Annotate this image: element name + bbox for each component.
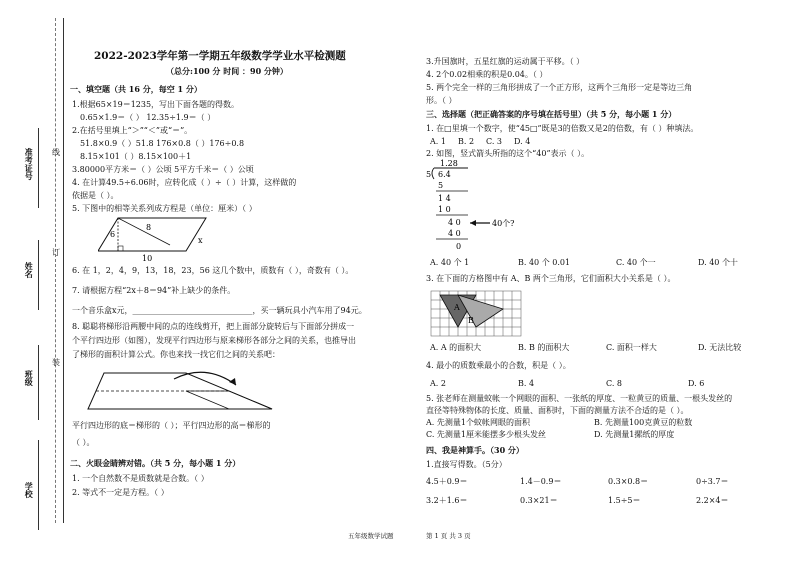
class-label: 班级 [24, 370, 35, 386]
s3q2-opt-d[interactable]: D. 40 个十 [698, 258, 738, 267]
q8-text-a: 8. 聪聪将梯形沿两腰中间的点的连线剪开，把上面部分旋转后与下面部分拼成一 [72, 322, 355, 331]
s3q1-opt-c[interactable]: C. 3 [486, 137, 503, 146]
s3q4-opt-d[interactable]: D. 6 [688, 379, 705, 388]
s3q3-opt-b[interactable]: B. B 的面积大 [518, 343, 570, 352]
footer-subject: 五年级数学试题 [348, 532, 394, 540]
s2q5-text-a: 5. 两个完全一样的三角形拼成了一个正方形，这两个三角形一定是等边三角 [426, 83, 693, 92]
calc-r2-4[interactable]: 2.2×4＝ [696, 496, 729, 505]
step-product-1: 5 [438, 181, 444, 190]
s3q4-opt-a[interactable]: A. 2 [430, 379, 446, 388]
s3q1-opt-d[interactable]: D. 4 [514, 137, 531, 146]
s3q3-text[interactable]: 3. 在下面的方格图中有 A、B 两个三角形，它们面积大小关系是（ ）。 [426, 274, 676, 283]
s3q4-opt-b[interactable]: B. 4 [518, 379, 535, 388]
s3q1-opt-b[interactable]: B. 2 [458, 137, 475, 146]
class-blank[interactable] [38, 345, 39, 420]
footer-page: 第 1 页 共 3 页 [426, 532, 471, 540]
s2q3-text[interactable]: 3.升国旗时，五星红旗的运动属于平移。（ ） [426, 57, 585, 66]
calc-r1-2[interactable]: 1.4－0.9＝ [520, 477, 562, 486]
calc-r2-2[interactable]: 0.3×21＝ [520, 496, 558, 505]
quotient: 1.28 [440, 159, 458, 168]
s2q5-text-b[interactable]: 形。（ ） [426, 96, 457, 105]
q8-answer-1[interactable]: 平行四边形的底＝梯形的（ ）；平行四边形的高＝梯形的 [72, 421, 271, 430]
q4-text-b[interactable]: 依据是（ ）。 [72, 191, 119, 200]
q7-answer-line[interactable]: 一个音乐盒x元，______________________________，买一辆玩具小汽车用了94元。 [72, 306, 367, 315]
s2q1-text[interactable]: 1. 一个自然数不是质数就是合数。（ ） [72, 474, 209, 483]
figure-label-x: x [198, 236, 203, 245]
admission-number-label: 准考证号 [24, 148, 35, 180]
s3q3-opt-a[interactable]: A. A 的面积大 [430, 343, 482, 352]
school-blank[interactable] [38, 440, 39, 530]
binding-line [63, 18, 64, 523]
s3q4-text[interactable]: 4. 最小的质数乘最小的合数，积是（ ）。 [426, 361, 571, 370]
section3-title: 三、选择题（把正确答案的序号填在括号里）（共 5 分，每小题 1 分） [426, 109, 677, 119]
section4-title: 四、我是神算手。（30 分） [426, 445, 524, 455]
calc-r2-1[interactable]: 3.2＋1.6＝ [426, 496, 468, 505]
q1-row1[interactable]: 0.65×1.9＝（ ） 12.35÷1.9＝（ ） [80, 113, 216, 122]
seal-char-mount: 装 [52, 358, 60, 367]
step-remainder-1: 1 4 [438, 194, 451, 203]
s3q1-text[interactable]: 1. 在□里填一个数字，使“45□”既是3的倍数又是2的倍数，有（ ）种填法。 [426, 124, 699, 133]
q6-text[interactable]: 6. 在 1，2，4，9，13，18，23，56 这几个数中，质数有（ ），奇数有（ ）。 [72, 266, 354, 275]
triangle-a-label: A [454, 303, 460, 312]
trapezoid-figure [86, 363, 276, 415]
exam-subtitle: （总分:100 分 时间 ：90 分钟） [166, 66, 288, 76]
s3q2-opt-b[interactable]: B. 40 个 0.01 [518, 258, 571, 267]
binding-margin [0, 0, 66, 561]
calc-r1-1[interactable]: 4.5＋0.9＝ [426, 477, 468, 486]
admission-number-blank[interactable] [38, 128, 39, 208]
q3-text[interactable]: 3.80000平方米＝（ ）公顷 5平方千米＝（ ）公顷 [72, 165, 254, 174]
section2-title: 二、火眼金睛辨对错。（共 5 分，每小题 1 分） [70, 458, 241, 468]
q8-text-b: 个平行四边形（如图），发现平行四边形与原来梯形各部分之间的关系，也推导出 [72, 336, 356, 345]
q4-text-a[interactable]: 4. 在计算49.5÷6.06时，应转化成（ ）÷（ ）计算，这样做的 [72, 178, 297, 187]
s3q2-opt-a[interactable]: A. 40 个 1 [430, 258, 470, 267]
q1-text: 1.根据65×19＝1235，写出下面各题的得数。 [72, 100, 240, 109]
q2-row2[interactable]: 8.15×101（ ）8.15×100＋1 [80, 152, 192, 161]
seal-char-line: 线 [52, 148, 60, 157]
divisor: 5 [426, 170, 432, 179]
s3q3-opt-c[interactable]: C. 面积一样大 [606, 343, 657, 352]
name-blank[interactable] [38, 240, 39, 310]
s3q5-opt-c[interactable]: C. 先测量1厘米能摆多少根头发丝 [426, 430, 547, 439]
seal-dashed-line [55, 18, 56, 523]
s2q2-text[interactable]: 2. 等式不一定是方程。（ ） [72, 488, 169, 497]
s3q3-opt-d[interactable]: D. 无法比较 [698, 343, 742, 352]
section1-title: 一、填空题（共 16 分，每空 1 分） [70, 84, 202, 94]
exam-title: 2022-2023学年第一学期五年级数学学业水平检测题 [94, 50, 346, 62]
name-label: 姓名 [24, 262, 35, 278]
calc-r1-4[interactable]: 0÷3.7＝ [696, 477, 729, 486]
school-label: 学校 [24, 482, 35, 498]
s3q1-opt-a[interactable]: A. 1 [430, 137, 446, 146]
s3q5-opt-a[interactable]: A. 先测量1个蚊帐网眼的面积 [426, 418, 530, 427]
s3q2-text[interactable]: 2. 如图，竖式箭头所指的这个“40”表示（ ）。 [426, 149, 590, 158]
grid-triangles-figure [430, 290, 524, 338]
figure-label-slant: 8 [146, 223, 152, 232]
step-remainder-2: 4 0 [448, 218, 461, 227]
triangle-b-label: B [468, 316, 474, 325]
figure-label-height: 6 [110, 230, 116, 239]
arrow-label: 40个? [492, 219, 515, 228]
s3q5-opt-d[interactable]: D. 先测量1摞纸的厚度 [594, 430, 675, 439]
seal-char-bind: 订 [52, 248, 60, 257]
long-division-figure [426, 157, 536, 257]
q7-text: 7. 请根据方程“2x＋8＝94”补上缺少的条件。 [72, 286, 236, 295]
s3q4-opt-c[interactable]: C. 8 [606, 379, 623, 388]
s3q5-text-a: 5. 张老师在测量蚊帐一个网眼的面积、一张纸的厚度、一粒黄豆的质量、一根头发丝的 [426, 394, 733, 403]
q8-text-c: 了梯形的面积计算公式。你也来找一找它们之间的关系吧： [72, 350, 280, 359]
dividend: 6.4 [438, 170, 451, 179]
calc-r1-3[interactable]: 0.3×0.8＝ [608, 477, 649, 486]
s4q1-text: 1.直接写得数。（5分） [426, 460, 507, 469]
q5-text[interactable]: 5. 下图中的相等关系列成方程是（单位：厘米）（ ） [72, 204, 257, 213]
s2q4-text[interactable]: 4. 2个0.02相乘的积是0.04。（ ） [426, 70, 548, 79]
q2-text: 2.在括号里填上“＞”“＜”或“＝”。 [72, 126, 193, 135]
step-product-3: 4 0 [448, 229, 461, 238]
s3q2-opt-c[interactable]: C. 40 个一 [616, 258, 656, 267]
s3q5-opt-b[interactable]: B. 先测量100克黄豆的粒数 [594, 418, 693, 427]
step-product-2: 1 0 [438, 205, 451, 214]
calc-r2-3[interactable]: 1.5÷5＝ [608, 496, 641, 505]
s3q5-text-b[interactable]: 直径等特殊物体的长度、质量、面积时，下面的测量方法不合适的是（ ）。 [426, 406, 689, 415]
q2-row1[interactable]: 51.8×0.9（ ）51.8 176×0.8（ ）176÷0.8 [80, 139, 245, 148]
parallelogram-figure [98, 213, 208, 263]
figure-label-base: 10 [142, 254, 153, 263]
step-final-remainder: 0 [456, 242, 462, 251]
q8-answer-2[interactable]: （ ）。 [72, 438, 95, 447]
